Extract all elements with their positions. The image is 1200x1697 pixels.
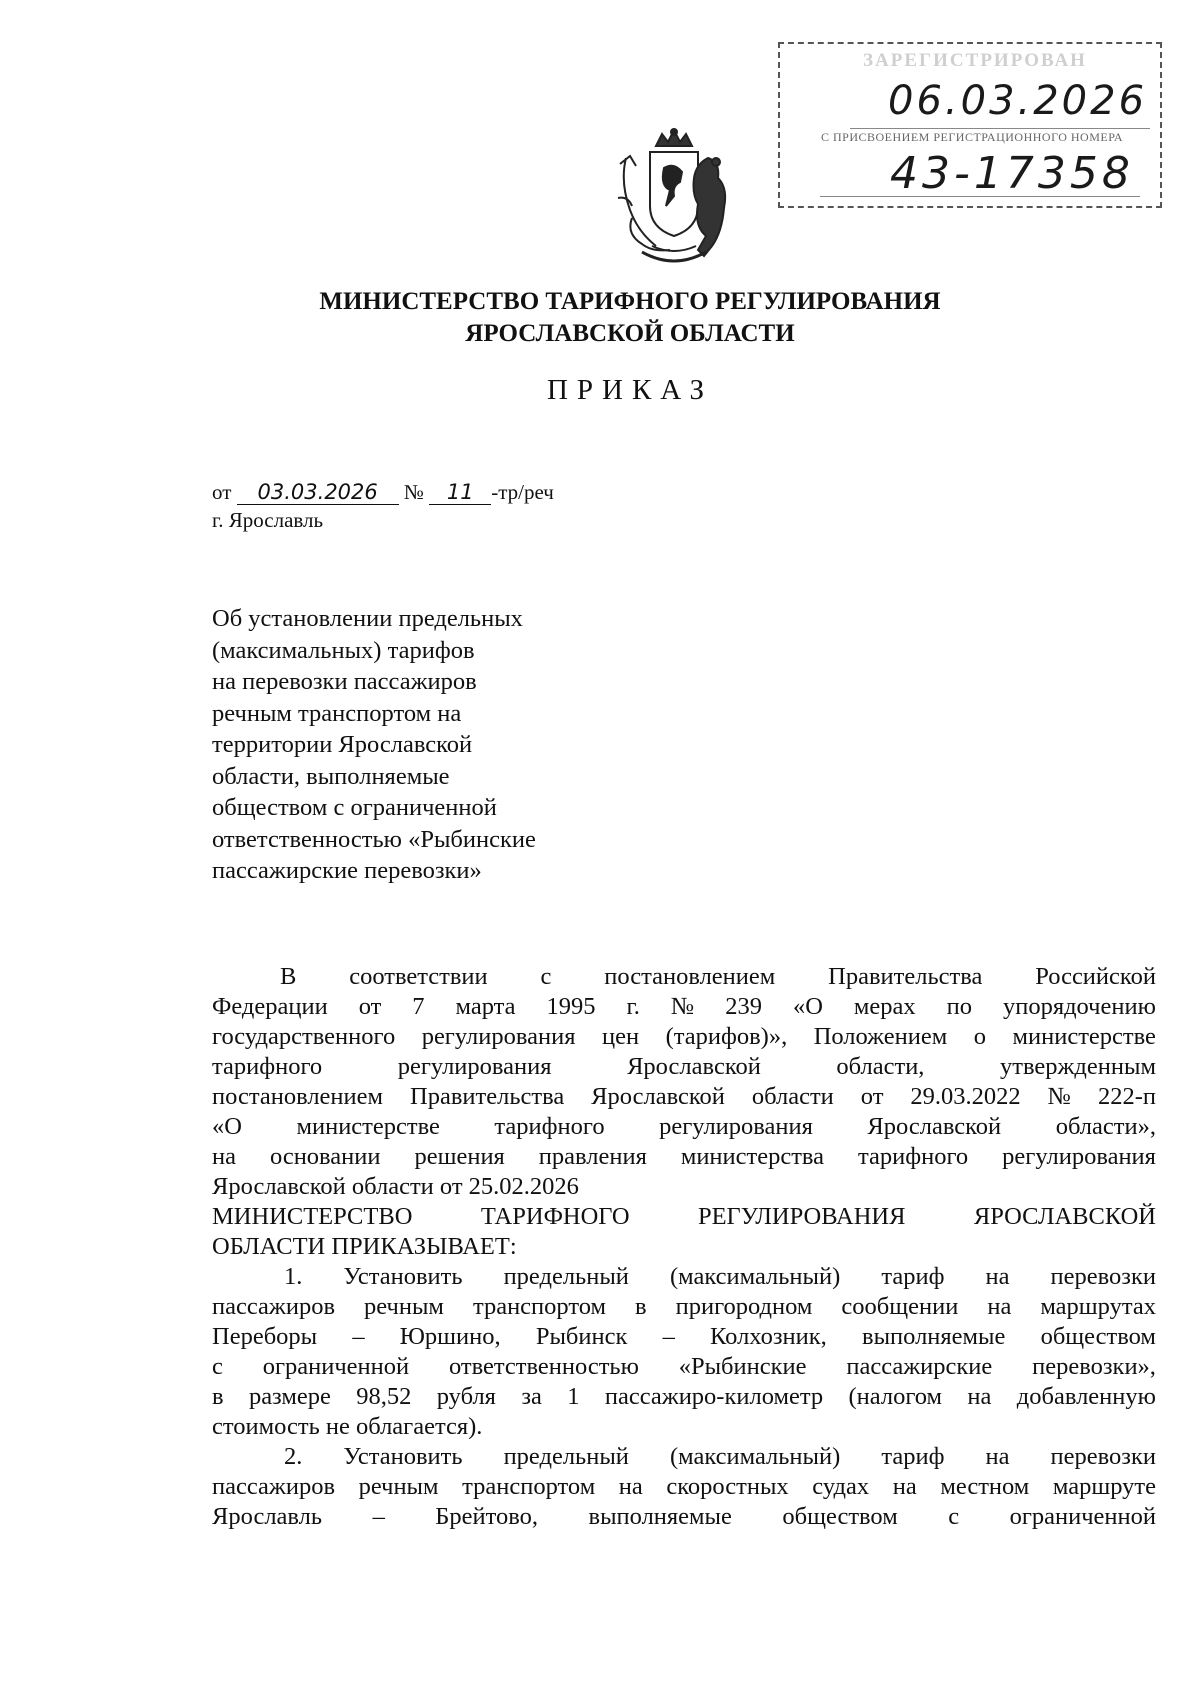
body-text: стоимость не облагается). xyxy=(212,1413,483,1440)
subject-line: пассажирские перевозки» xyxy=(212,857,482,884)
body-word: по xyxy=(946,993,972,1020)
body-word: транспортом xyxy=(462,1473,596,1500)
body-line xyxy=(212,1442,1156,1472)
body-word: регулирования xyxy=(1002,1143,1156,1170)
body-word: 29.03.2022 xyxy=(910,1083,1021,1110)
order-number-label: № xyxy=(403,480,424,504)
body-word: с xyxy=(212,1353,223,1380)
body-word: – xyxy=(662,1323,675,1350)
body-word: перевозки», xyxy=(1032,1353,1156,1380)
body-word: министерства xyxy=(680,1143,825,1170)
body-line xyxy=(212,962,1156,992)
stamp-divider xyxy=(850,128,1150,129)
body-word: регулирования xyxy=(659,1113,813,1140)
body-word: ответственностью xyxy=(448,1353,639,1380)
body-word: пригородном xyxy=(675,1293,813,1320)
body-word: РЕГУЛИРОВАНИЯ xyxy=(697,1203,906,1230)
body-line xyxy=(212,1082,1156,1112)
body-word: области», xyxy=(1055,1113,1156,1140)
body-line xyxy=(212,1382,1156,1412)
body-line xyxy=(212,1112,1156,1142)
body-word: Правительства xyxy=(410,1083,565,1110)
body-word: от xyxy=(860,1083,884,1110)
body-word: Ярославль xyxy=(212,1503,323,1530)
body-word: постановлением xyxy=(604,963,776,990)
body-word: марта xyxy=(455,993,516,1020)
body-word: тарифного xyxy=(494,1113,605,1140)
subject-line: ответственностью «Рыбинские xyxy=(212,825,536,853)
body-word: на xyxy=(987,1293,1012,1320)
body-word: Рыбинск xyxy=(535,1323,628,1350)
body-word: – xyxy=(372,1503,385,1530)
body-word: на xyxy=(985,1443,1010,1470)
body-word: добавленную xyxy=(1016,1383,1156,1410)
body-word: речным xyxy=(358,1473,439,1500)
coat-of-arms-icon xyxy=(612,128,736,268)
body-word: обществом xyxy=(782,1503,898,1530)
subject-line: речным транспортом на xyxy=(212,699,462,727)
body-word: Юршино, xyxy=(399,1323,501,1350)
body-word: ограниченной xyxy=(262,1353,410,1380)
body-line xyxy=(212,1232,1156,1262)
subject-line: территории Ярославской xyxy=(212,731,473,758)
body-line xyxy=(212,1262,1156,1292)
stamp-date: 06.03.2026 xyxy=(888,78,1148,124)
body-word: пассажиров xyxy=(212,1293,336,1320)
body-word: тарифного xyxy=(858,1143,969,1170)
body-word: 98,52 xyxy=(356,1383,412,1410)
body-word: 1. xyxy=(284,1263,303,1290)
body-line xyxy=(212,1052,1156,1082)
body-word: «О xyxy=(212,1113,242,1140)
body-word: – xyxy=(352,1323,365,1350)
body-line xyxy=(212,1412,1156,1442)
body-word: «О xyxy=(792,993,823,1020)
body-line xyxy=(212,1172,1156,1202)
body-line xyxy=(212,1502,1156,1532)
body-word: министерстве xyxy=(296,1113,440,1140)
body-line xyxy=(212,992,1156,1022)
body-word: 1995 xyxy=(546,993,596,1020)
body-word: «Рыбинские xyxy=(678,1353,807,1380)
body-word: за xyxy=(521,1383,542,1410)
body-word: решения xyxy=(414,1143,505,1170)
stamp-divider xyxy=(820,196,1140,197)
body-word: маршруте xyxy=(1052,1473,1156,1500)
ministry-line-2: ЯРОСЛАВСКОЙ ОБЛАСТИ xyxy=(465,320,795,347)
body-word: предельный xyxy=(503,1263,629,1290)
body-word: размере xyxy=(248,1383,331,1410)
order-suffix: -тр/реч xyxy=(491,480,554,504)
stamp-reg-number: 43-17358 xyxy=(890,148,1134,199)
body-word: (максимальный) xyxy=(669,1443,841,1470)
body-word: о xyxy=(973,1023,986,1050)
body-word: в xyxy=(212,1383,224,1410)
body-word: с xyxy=(948,1503,960,1530)
subject-line: на перевозки пассажиров xyxy=(212,668,477,695)
body-word: г. xyxy=(626,993,640,1020)
body-word: 239 xyxy=(725,993,762,1020)
body-word: речным xyxy=(364,1293,444,1320)
body-word: области, xyxy=(836,1053,925,1080)
ministry-line-1: МИНИСТЕРСТВО ТАРИФНОГО РЕГУЛИРОВАНИЯ xyxy=(319,288,941,315)
body-word: правления xyxy=(538,1143,647,1170)
body-line xyxy=(212,1322,1156,1352)
body-line xyxy=(212,1352,1156,1382)
body-word: области xyxy=(751,1083,834,1110)
body-word: пассажиров xyxy=(212,1473,336,1500)
body-word: В xyxy=(280,963,297,990)
body-word: на xyxy=(892,1473,917,1500)
body-word: государственного xyxy=(212,1023,396,1050)
body-word: тариф xyxy=(881,1443,945,1470)
subject-line: (максимальных) тарифов xyxy=(212,636,475,664)
body-word: 7 xyxy=(412,993,425,1020)
body-word: с xyxy=(540,963,552,990)
body-line xyxy=(212,1292,1156,1322)
body-word: тариф xyxy=(881,1263,945,1290)
body-word: транспортом xyxy=(472,1293,607,1320)
body-word: рубля xyxy=(436,1383,496,1410)
body-word: от xyxy=(358,993,382,1020)
body-word: Ярославской xyxy=(591,1083,725,1110)
body-word: в xyxy=(635,1293,647,1320)
body-word: Положением xyxy=(813,1023,948,1050)
body-word: МИНИСТЕРСТВО xyxy=(212,1203,413,1230)
body-word: цен xyxy=(601,1023,640,1050)
order-from-label: от xyxy=(212,480,232,504)
body-word: Федерации xyxy=(212,993,328,1020)
body-word: Ярославской xyxy=(867,1113,1002,1140)
body-word: (тарифов)», xyxy=(665,1023,788,1050)
body-word: судах xyxy=(812,1473,870,1500)
body-word: № xyxy=(670,993,695,1020)
order-body xyxy=(212,962,1156,1532)
body-word: тарифного xyxy=(212,1053,323,1080)
body-word: Установить xyxy=(343,1443,463,1470)
body-line xyxy=(212,1022,1156,1052)
stamp-assign-label: С ПРИСВОЕНИЕМ РЕГИСТРАЦИОННОГО НОМЕРА xyxy=(820,130,1124,144)
body-word: на xyxy=(967,1383,992,1410)
body-word: регулирования xyxy=(421,1023,576,1050)
body-word: Правительства xyxy=(828,963,983,990)
body-word: выполняемые xyxy=(588,1503,732,1530)
body-word: выполняемые xyxy=(862,1323,1006,1350)
body-word: 1 xyxy=(567,1383,580,1410)
stamp-header: ЗАРЕГИСТРИРОВАН xyxy=(863,50,1087,71)
body-word: утвержденным xyxy=(1000,1053,1156,1080)
order-requisites xyxy=(212,480,554,508)
body-word: Колхозник, xyxy=(710,1323,827,1350)
body-word: Ярославской xyxy=(627,1053,761,1080)
body-word: Брейтово, xyxy=(435,1503,539,1530)
body-word: местном xyxy=(940,1473,1030,1500)
body-word: перевозки xyxy=(1050,1443,1156,1470)
body-word: на xyxy=(212,1143,236,1170)
body-word: предельный xyxy=(503,1443,629,1470)
body-word: на xyxy=(985,1263,1010,1290)
body-line xyxy=(212,1142,1156,1172)
body-word: ЯРОСЛАВСКОЙ xyxy=(973,1203,1156,1230)
body-word: ТАРИФНОГО xyxy=(480,1203,630,1230)
body-word: постановлением xyxy=(212,1083,384,1110)
body-word: регулирования xyxy=(397,1053,552,1080)
order-date: 03.03.2026 xyxy=(237,480,399,505)
body-word: пассажирские xyxy=(846,1353,993,1380)
body-word: маршрутах xyxy=(1040,1293,1156,1320)
body-line xyxy=(212,1202,1156,1232)
body-word: обществом xyxy=(1040,1323,1156,1350)
body-word: (налогом xyxy=(848,1383,943,1410)
subject-line: Об установлении предельных xyxy=(212,605,523,632)
ministry-name xyxy=(250,286,1010,350)
document-type: ПРИКАЗ xyxy=(546,374,714,406)
registration-stamp xyxy=(778,42,1162,208)
body-word: сообщении xyxy=(841,1293,959,1320)
body-word: основании xyxy=(269,1143,381,1170)
body-word: 222-п xyxy=(1097,1083,1156,1110)
body-word: Установить xyxy=(343,1263,463,1290)
subject-line: обществом с ограниченной xyxy=(212,794,497,821)
order-city: г. Ярославль xyxy=(212,508,324,532)
body-word: ограниченной xyxy=(1009,1503,1156,1530)
subject-line: области, выполняемые xyxy=(212,762,450,790)
order-number: 11 xyxy=(429,480,491,505)
body-word: перевозки xyxy=(1050,1263,1156,1290)
body-word: пассажиро-километр xyxy=(604,1383,824,1410)
body-word: упорядочению xyxy=(1002,993,1156,1020)
body-line xyxy=(212,1472,1156,1502)
body-word: министерстве xyxy=(1012,1023,1156,1050)
body-word: (максимальный) xyxy=(669,1263,841,1290)
body-word: № xyxy=(1047,1083,1071,1110)
body-text: ОБЛАСТИ ПРИКАЗЫВАЕТ: xyxy=(212,1233,517,1260)
body-word: 2. xyxy=(284,1443,303,1470)
body-word: Переборы xyxy=(212,1323,318,1350)
body-word: на xyxy=(618,1473,643,1500)
body-text: Ярославской области от 25.02.2026 xyxy=(212,1173,579,1200)
body-word: мерах xyxy=(853,993,916,1020)
body-word: скоростных xyxy=(666,1473,789,1500)
order-subject xyxy=(212,603,612,887)
body-word: Российской xyxy=(1035,963,1156,990)
body-word: соответствии xyxy=(349,963,488,990)
